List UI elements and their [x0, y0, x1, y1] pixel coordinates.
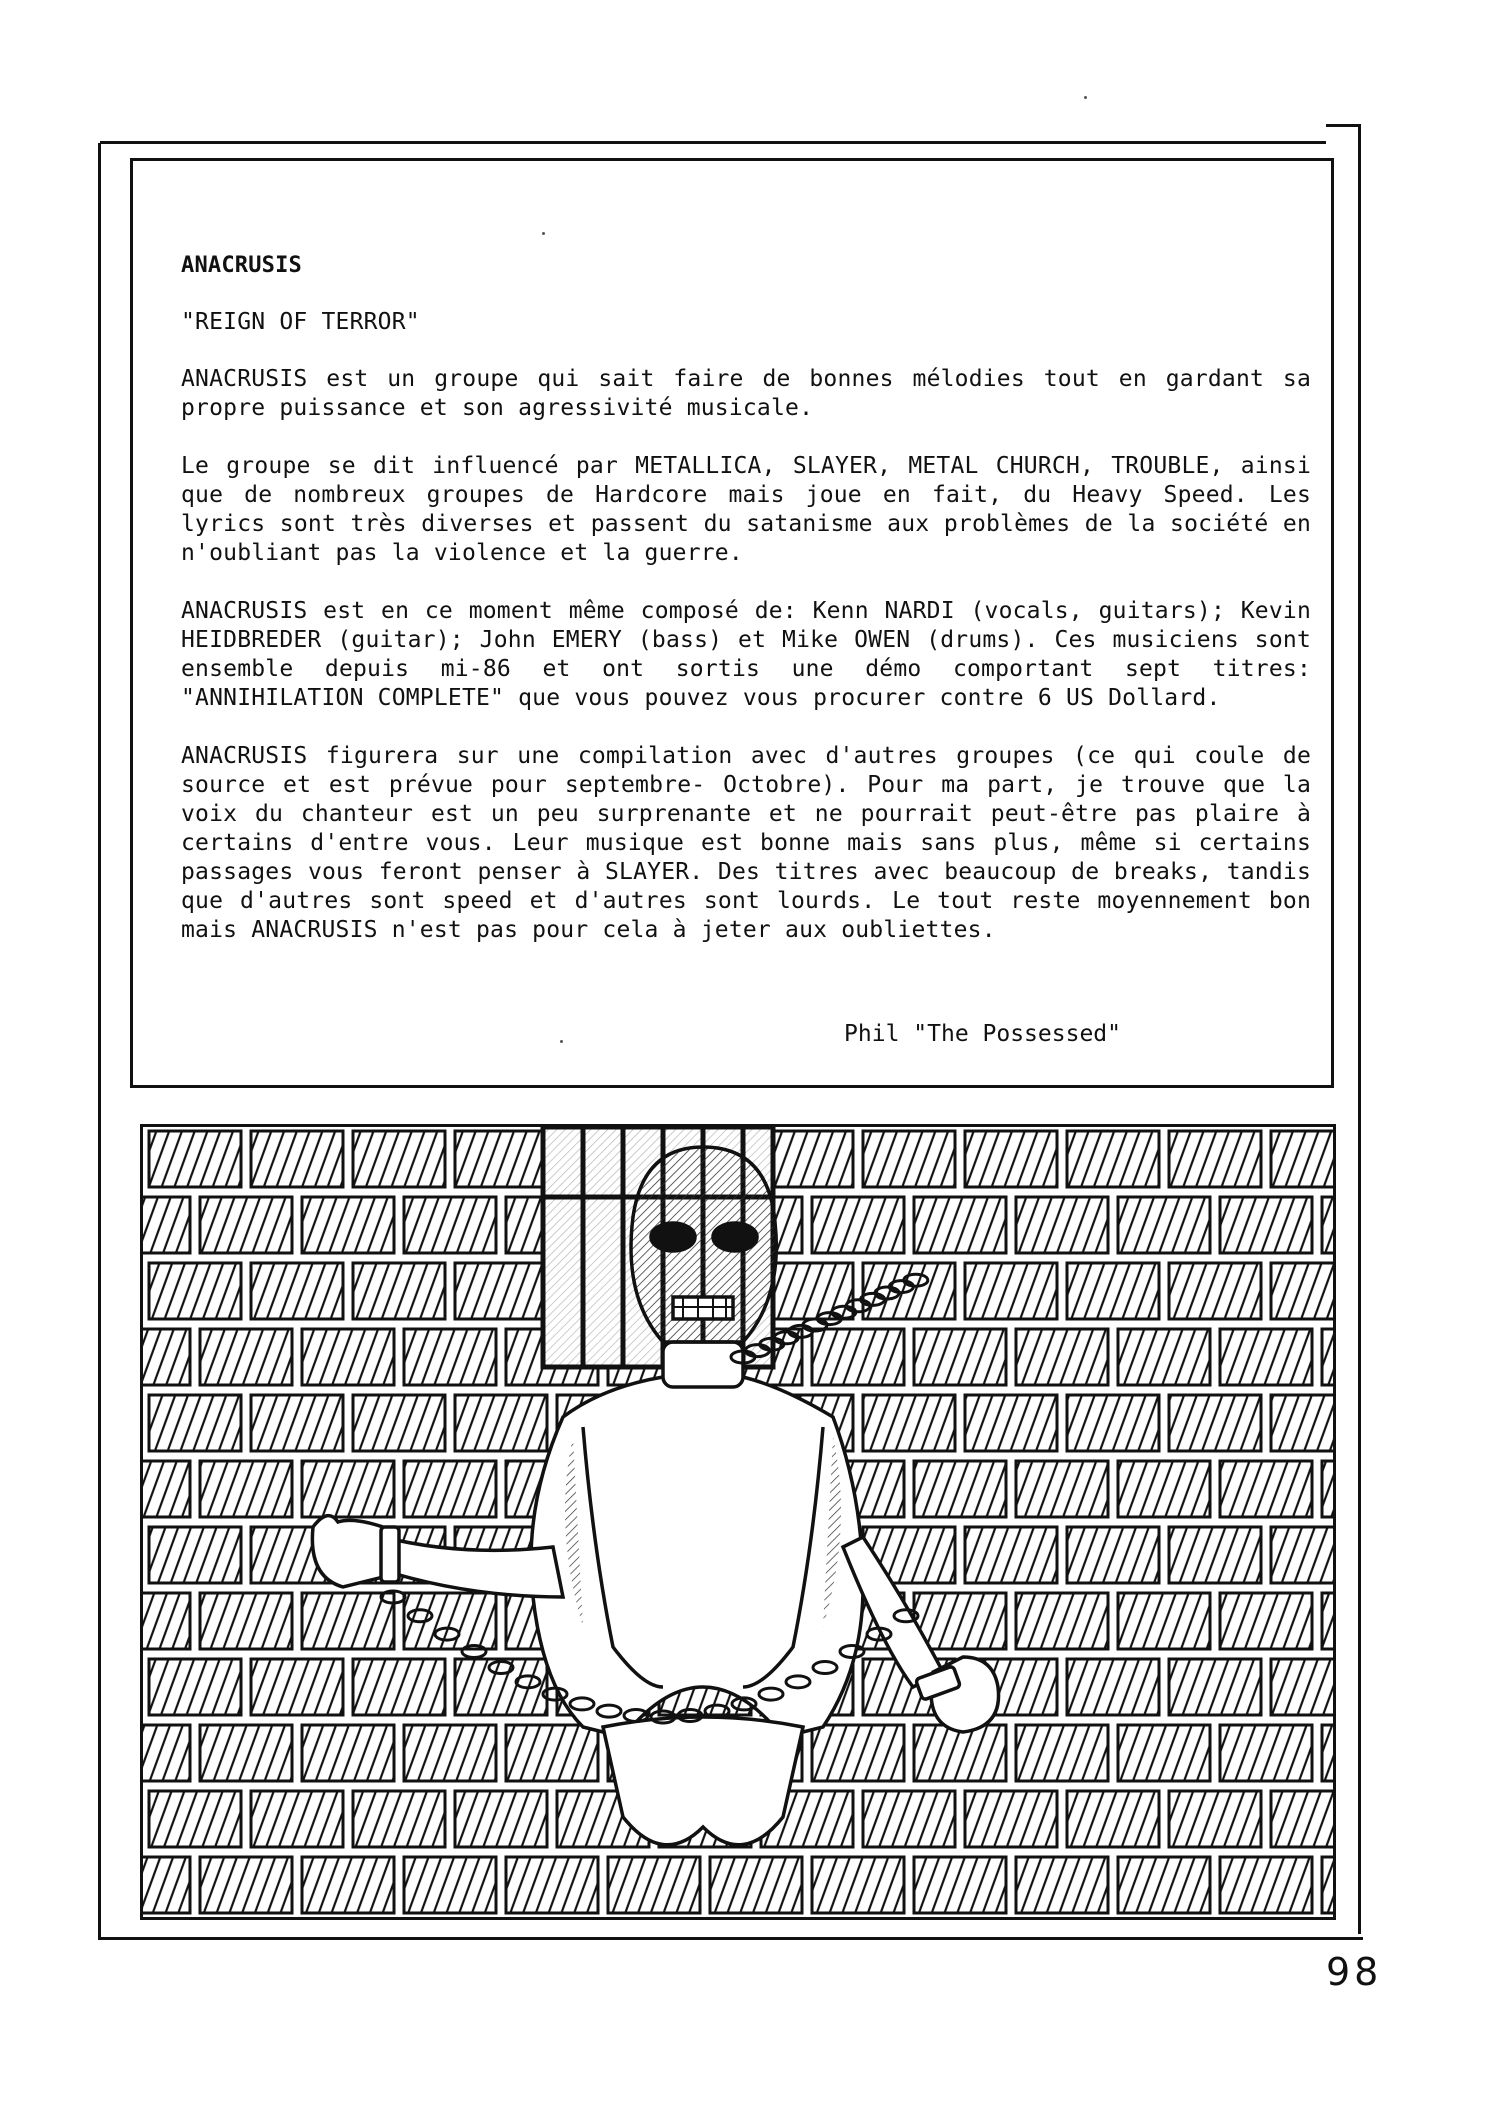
brick: [965, 1791, 1057, 1847]
brick: [1322, 1725, 1333, 1781]
brick: [404, 1725, 496, 1781]
brick: [353, 1791, 445, 1847]
brick: [863, 1131, 955, 1187]
brick: [143, 1461, 190, 1517]
brick: [143, 1725, 190, 1781]
brick: [1016, 1725, 1108, 1781]
brick: [506, 1725, 598, 1781]
brick: [965, 1131, 1057, 1187]
brick: [506, 1857, 598, 1913]
brick: [914, 1197, 1006, 1253]
brick: [965, 1395, 1057, 1451]
brick: [1016, 1197, 1108, 1253]
corner-rule: [1326, 124, 1360, 127]
brick: [353, 1395, 445, 1451]
brick: [1220, 1725, 1312, 1781]
brick: [353, 1131, 445, 1187]
review-paragraph: ANACRUSIS est en ce moment même composé de: Kenn NARDI (vocals, guitars); Kevin HEIDBREDER (guitar); John EMERY (bass) et Mike OWEN (drums). Ces musiciens sont ensemble depuis mi-86 et ont sortis une démo comportant sept titres: "ANNIHILATION COMPLETE" que vous pouvez vous procurer contre 6 US Dollard.: [181, 598, 1311, 711]
brick: [455, 1791, 547, 1847]
brick: [1067, 1263, 1159, 1319]
brick: [863, 1395, 955, 1451]
brick: [1169, 1131, 1261, 1187]
brick: [1271, 1131, 1333, 1187]
brick: [1220, 1593, 1312, 1649]
brick: [1271, 1791, 1333, 1847]
brick: [812, 1197, 904, 1253]
brick: [1271, 1527, 1333, 1583]
brick: [1271, 1263, 1333, 1319]
brick: [1067, 1395, 1159, 1451]
brick: [143, 1593, 190, 1649]
brick: [1220, 1461, 1312, 1517]
brick: [812, 1329, 904, 1385]
brick: [302, 1197, 394, 1253]
brick: [404, 1857, 496, 1913]
review-band-title: ANACRUSIS: [181, 253, 303, 278]
brick: [1169, 1659, 1261, 1715]
chained-masked-figure-icon: [143, 1127, 1333, 1917]
brick: [143, 1329, 190, 1385]
brick: [1169, 1527, 1261, 1583]
brick: [1322, 1329, 1333, 1385]
brick: [1118, 1461, 1210, 1517]
brick: [1322, 1461, 1333, 1517]
brick: [1118, 1197, 1210, 1253]
brick: [1118, 1857, 1210, 1913]
brick: [914, 1725, 1006, 1781]
brick: [1067, 1527, 1159, 1583]
brick: [302, 1461, 394, 1517]
brick: [1220, 1329, 1312, 1385]
brick: [200, 1857, 292, 1913]
review-signature: Phil "The Possessed": [844, 1021, 1121, 1047]
brick: [1067, 1659, 1159, 1715]
brick: [251, 1395, 343, 1451]
review-paragraph: Le groupe se dit influencé par METALLICA, SLAYER, METAL CHURCH, TROUBLE, ainsi que de nombreux groupes de Hardcore mais joue en fait, du Heavy Speed. Les lyrics sont très diverses et passent du satanisme aux problèmes de la société en n'oubliant pas la violence et la guerre.: [181, 453, 1311, 566]
brick: [455, 1395, 547, 1451]
brick: [965, 1263, 1057, 1319]
brick: [143, 1857, 190, 1913]
brick: [455, 1263, 547, 1319]
brick: [455, 1131, 547, 1187]
brick: [149, 1395, 241, 1451]
brick: [302, 1593, 394, 1649]
brick: [200, 1593, 292, 1649]
brick: [965, 1527, 1057, 1583]
brick: [1322, 1857, 1333, 1913]
chained-figure-illustration: [140, 1124, 1336, 1920]
ink-speck: [1084, 96, 1087, 99]
brick: [1220, 1197, 1312, 1253]
brick: [812, 1725, 904, 1781]
brick: [1169, 1263, 1261, 1319]
brick: [149, 1791, 241, 1847]
brick: [914, 1329, 1006, 1385]
brick: [914, 1857, 1006, 1913]
review-album-title: "REIGN OF TERROR": [181, 309, 420, 335]
brick: [353, 1659, 445, 1715]
brick: [863, 1791, 955, 1847]
brick: [251, 1263, 343, 1319]
brick: [710, 1857, 802, 1913]
brick: [302, 1725, 394, 1781]
brick: [404, 1329, 496, 1385]
brick: [302, 1329, 394, 1385]
brick: [914, 1461, 1006, 1517]
brick: [149, 1659, 241, 1715]
brick: [1220, 1857, 1312, 1913]
brick: [812, 1857, 904, 1913]
brick: [1322, 1593, 1333, 1649]
brick: [1016, 1461, 1108, 1517]
review-paragraph: ANACRUSIS est un groupe qui sait faire de bonnes mélodies tout en gardant sa propre puissance et son agressivité musicale.: [181, 366, 1311, 421]
brick: [143, 1197, 190, 1253]
brick: [302, 1857, 394, 1913]
brick: [149, 1527, 241, 1583]
brick: [200, 1461, 292, 1517]
brick: [1118, 1593, 1210, 1649]
brick: [1169, 1791, 1261, 1847]
brick: [251, 1659, 343, 1715]
brick: [1322, 1197, 1333, 1253]
brick: [1271, 1395, 1333, 1451]
review-text: [181, 251, 1311, 974]
brick: [1118, 1329, 1210, 1385]
brick: [1067, 1131, 1159, 1187]
brick: [251, 1791, 343, 1847]
brick: [1271, 1659, 1333, 1715]
brick: [353, 1263, 445, 1319]
brick: [200, 1329, 292, 1385]
brick: [149, 1131, 241, 1187]
brick: [404, 1197, 496, 1253]
brick: [149, 1263, 241, 1319]
review-box: [130, 158, 1334, 1088]
page-number: 98: [1326, 1950, 1383, 1994]
review-paragraph: ANACRUSIS figurera sur une compilation avec d'autres groupes (ce qui coule de source et est prévue pour septembre- Octobre). Pour ma part, je trouve que la voix du chanteur est un peu surprenante et ne pourrait peut-être pas plaire à certains d'entre vous. Leur musique est bonne mais sans plus, même si certains passages vous feront penser à SLAYER. Des titres avec beaucoup de breaks, tandis que d'autres sont speed et d'autres sont lourds. Le tout reste moyennement bon mais ANACRUSIS n'est pas pour cela à jeter aux oubliettes.: [181, 743, 1311, 943]
brick: [1016, 1857, 1108, 1913]
brick: [404, 1461, 496, 1517]
brick: [1067, 1791, 1159, 1847]
brick: [1118, 1725, 1210, 1781]
brick: [1016, 1593, 1108, 1649]
brick: [608, 1857, 700, 1913]
brick: [200, 1197, 292, 1253]
brick: [1169, 1395, 1261, 1451]
brick: [1016, 1329, 1108, 1385]
brick: [200, 1725, 292, 1781]
brick: [251, 1131, 343, 1187]
